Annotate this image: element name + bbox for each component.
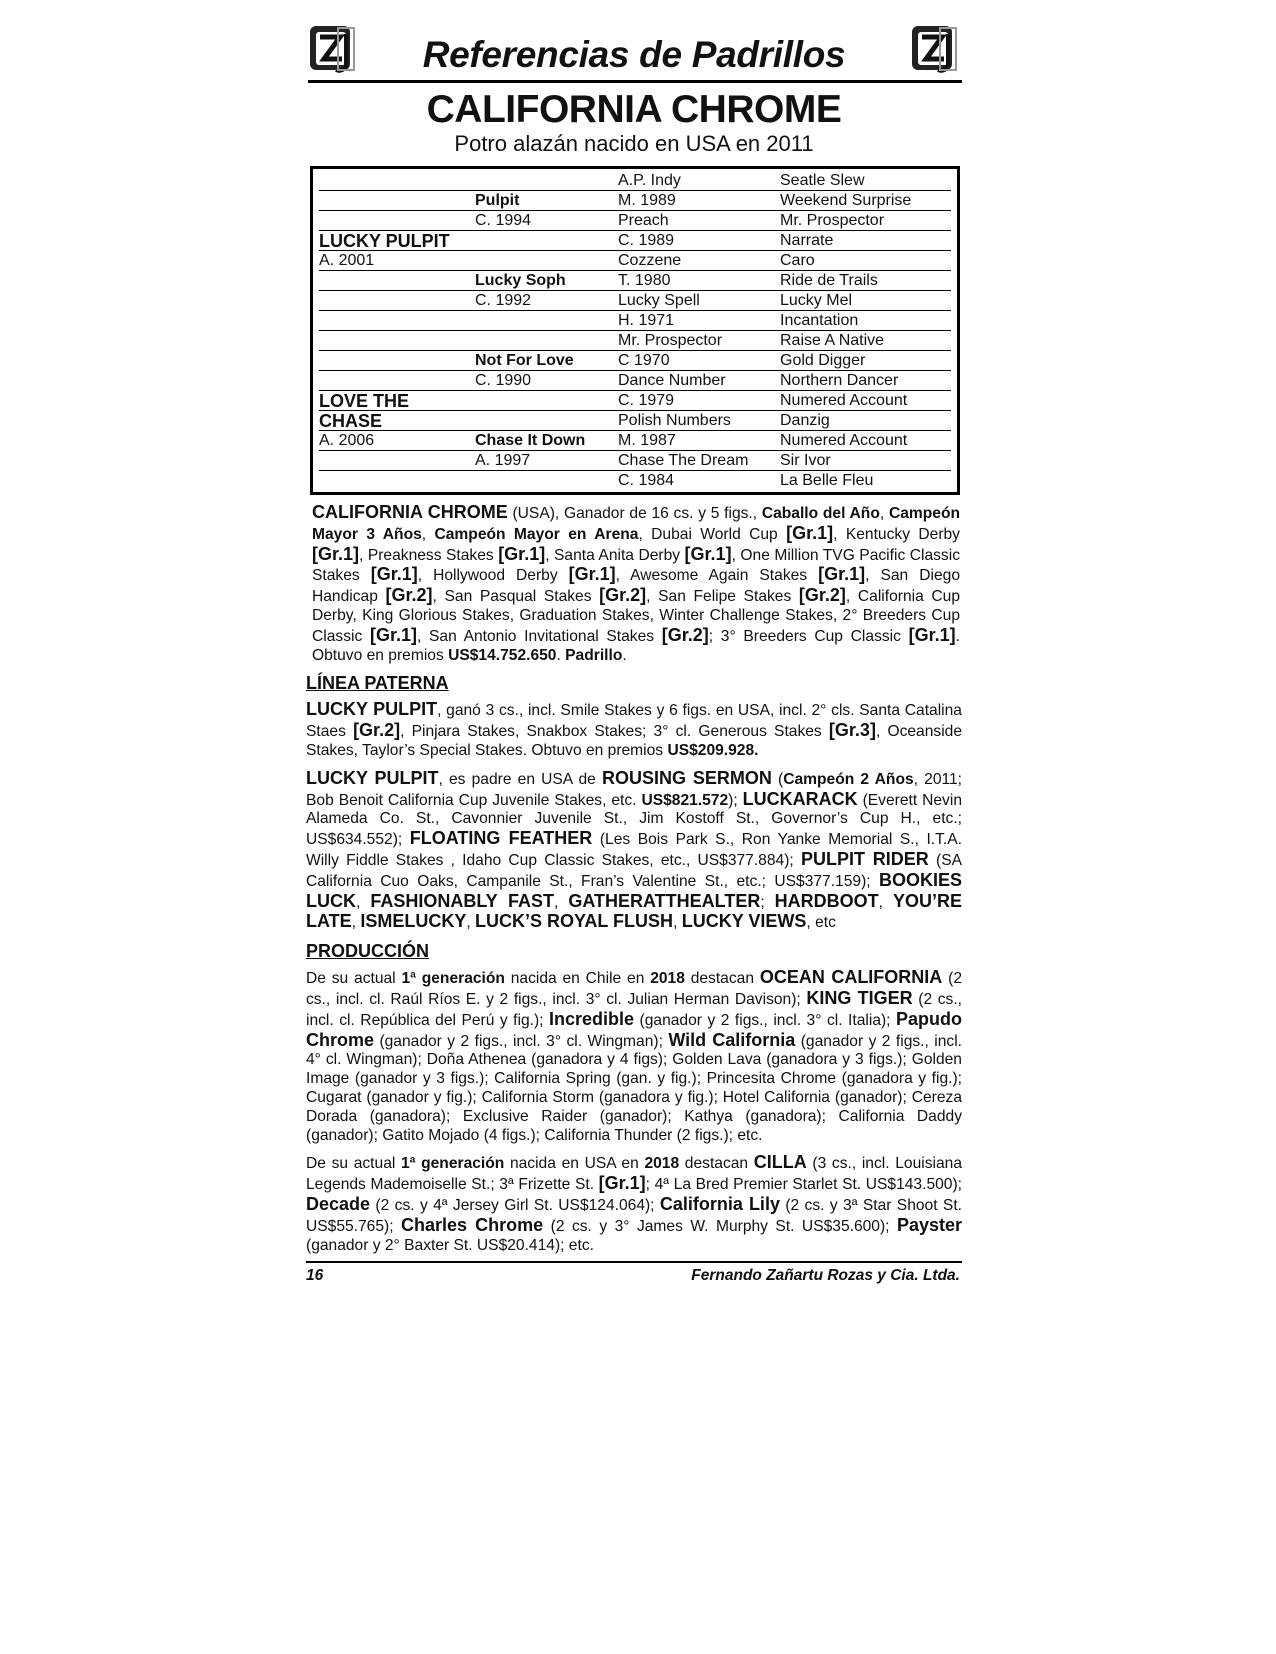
text-run: , Kentucky Derby	[833, 525, 960, 543]
text-run: );	[728, 791, 743, 809]
text-run: (2 cs. y 3° James W. Murphy St. US$35.600);	[543, 1217, 897, 1235]
text-run: ,	[673, 914, 682, 932]
emphasis-text: FASHIONABLY FAST	[370, 890, 555, 911]
text-run: nacida en Chile en	[504, 970, 651, 988]
grade-tag: [Gr.1]	[370, 564, 418, 585]
text-run: ,	[879, 505, 889, 522]
emphasis-text: Wild California	[668, 1029, 796, 1050]
pedigree-cell	[319, 211, 475, 231]
emphasis-text: 1ª generación	[401, 970, 505, 988]
grade-tag: [Gr.1]	[786, 522, 834, 543]
text-run: ; 4ª La Bred Premier Starlet St. US$143.500);	[645, 1176, 962, 1194]
pedigree-cell: C. 1992	[475, 291, 618, 311]
emphasis-text: Incredible	[549, 1008, 635, 1029]
grade-tag: [Gr.1]	[598, 1173, 646, 1194]
pedigree-row	[319, 451, 951, 471]
pedigree-cell: A. 1997	[475, 451, 618, 471]
pedigree-cell: Raise A Native	[780, 331, 951, 351]
text-run: (2 cs. y 3ª Star Shoot St. US$55.765);	[306, 1196, 962, 1235]
page-header	[306, 22, 962, 84]
text-run: , Santa Anita Derby	[545, 546, 685, 564]
emphasis-text: LUCKARACK	[742, 788, 858, 809]
emphasis-text: US$821.572	[641, 791, 729, 809]
grade-tag: [Gr.1]	[498, 543, 546, 564]
pedigree-cell: La Belle Fleu	[780, 472, 874, 490]
text-run: , ganó 3 cs., incl. Smile Stakes y 6 figs. en USA, incl. 2° cls. Santa Catalina Staes	[306, 702, 962, 741]
pedigree-cell: Narrate	[780, 231, 951, 251]
emphasis-text: YOU’RE LATE	[306, 890, 962, 932]
emphasis-text: OCEAN CALIFORNIA	[759, 967, 943, 988]
pedigree-cell: LOVE THE	[319, 391, 475, 411]
pedigree-cell: Lucky Soph	[475, 271, 618, 291]
text-run: (ganador y 2 figs., incl. 3° cl. Italia);	[634, 1011, 897, 1029]
pedigree-cell	[319, 451, 475, 471]
text-run: (Les Bois Park S., Ron Yanke Memorial S., I.T.A. Willy Fiddle Stakes , Idaho Cup Classic Stakes, etc., US$377.884);	[306, 831, 962, 869]
text-run: De su actual	[306, 1155, 401, 1173]
text-run: .	[622, 646, 627, 664]
pedigree-row	[319, 291, 951, 311]
pedigree-row	[319, 431, 951, 451]
text-run: destacan	[679, 1155, 754, 1173]
pedigree-cell: C. 1979	[618, 391, 780, 411]
text-run: .	[556, 646, 566, 664]
text-run: (ganador y 2 figs., incl. 4° cl. Wingman); Doña Athenea (ganadora y 4 figs); Golden Lava (ganadora y 3 figs.); Golden Image (ganador y 3 figs.); California Spring (gan. y fig.); Princesita Chrome (ganadora y fig.); Cugarat (ganador y fig.); California Storm (ganadora y fig.); Hotel California (ganador); Cereza Dorada (ganadora); Exclusive Raider (ganador); Kathya (ganadora); California Daddy (ganador); Gatito Mojado (4 figs.); California Thunder (2 figs.); etc.	[306, 1032, 963, 1144]
emphasis-text: Charles Chrome	[401, 1214, 544, 1235]
pedigree-row	[319, 211, 951, 231]
pedigree-cell: Mr. Prospector	[618, 331, 780, 351]
grade-tag: [Gr.1]	[818, 564, 866, 585]
pedigree-row	[319, 231, 951, 251]
grade-tag: [Gr.2]	[599, 585, 647, 606]
pedigree-cell: Dance Number	[618, 371, 780, 391]
emphasis-text: FLOATING FEATHER	[409, 828, 593, 849]
pedigree-row	[319, 471, 951, 491]
text-run: , San Felipe Stakes	[646, 588, 799, 606]
pedigree-cell	[319, 331, 475, 351]
pedigree-row	[319, 371, 951, 391]
paterna-paragraph-1	[306, 700, 962, 760]
text-run: ; 3° Breeders Cup Classic	[708, 627, 909, 645]
grade-tag: [Gr.1]	[369, 624, 417, 645]
emphasis-text: Campeón Mayor 3 Años	[312, 505, 961, 543]
page-footer	[306, 1267, 962, 1289]
fzr-logo-icon	[910, 24, 958, 74]
text-run: nacida en USA en	[504, 1155, 645, 1173]
pedigree-row	[319, 411, 951, 431]
pedigree-cell: Lucky Mel	[780, 291, 951, 311]
grade-tag: [Gr.1]	[684, 543, 732, 564]
pedigree-cell: M. 1989	[618, 191, 780, 211]
horse-subtitle: Potro alazán nacido en USA en 2011	[454, 131, 814, 156]
pedigree-cell: Incantation	[780, 311, 951, 331]
grade-tag: [Gr.2]	[798, 585, 846, 606]
pedigree-cell: Numered Account	[780, 431, 951, 451]
pedigree-cell: Lucky Spell	[618, 291, 780, 311]
pedigree-cell	[319, 191, 475, 211]
grade-tag: [Gr.1]	[908, 624, 956, 645]
pedigree-cell: Polish Numbers	[618, 411, 780, 431]
section-heading-linea-paterna: LÍNEA PATERNA	[306, 673, 449, 694]
text-run: De su actual	[306, 970, 402, 988]
grade-tag: [Gr.1]	[312, 543, 360, 564]
text-run: (ganador y 2° Baxter St. US$20.414); etc.	[306, 1236, 594, 1254]
pedigree-cell: Gold Digger	[780, 351, 951, 371]
pedigree-cell: Ride de Trails	[780, 271, 951, 291]
pedigree-cell: Pulpit	[475, 191, 618, 211]
text-run: (2 cs., incl. cl. Raúl Ríos E. y 2 figs., incl. 3° cl. Julian Herman Davison);	[306, 970, 962, 1008]
text-run: , One Million TVG Pacific Classic Stakes	[312, 546, 960, 585]
pedigree-cell: Sir Ivor	[780, 451, 951, 471]
pedigree-cell	[475, 471, 618, 491]
grade-tag: [Gr.1]	[568, 564, 616, 585]
pedigree-cell: C 1970	[618, 351, 780, 371]
pedigree-cell	[319, 351, 475, 371]
emphasis-text: CALIFORNIA CHROME	[312, 502, 508, 522]
emphasis-text: US$14.752.650	[448, 646, 557, 664]
emphasis-text: LUCK’S ROYAL FLUSH	[475, 911, 674, 932]
page-number: 16	[306, 1267, 324, 1285]
pedigree-cell: H. 1971	[618, 311, 780, 331]
pedigree-cell: Chase It Down	[475, 431, 618, 451]
section-heading-produccion: PRODUCCIÓN	[306, 941, 430, 962]
emphasis-text: GATHERATTHEALTER	[568, 890, 761, 911]
document-page	[306, 22, 962, 1289]
pedigree-cell: Cozzene	[618, 251, 780, 271]
emphasis-text: Campeón 2 Años	[783, 770, 914, 788]
text-run: , California Cup Derby, King Glorious Stakes, Graduation Stakes, Winter Challenge Stakes, 2° Breeders Cup Classic	[312, 588, 960, 645]
emphasis-text: Campeón Mayor en Arena	[434, 525, 639, 543]
pedigree-cell: Chase The Dream	[618, 451, 780, 471]
emphasis-text: California Lily	[659, 1193, 780, 1214]
text-run: ,	[356, 893, 371, 911]
text-run: , etc	[806, 914, 836, 932]
text-run: , Preakness Stakes	[359, 546, 499, 564]
text-run: , 2011; Bob Benoit California Cup Juvenile Stakes, etc.	[306, 770, 963, 809]
pedigree-cell: Danzig	[780, 411, 951, 431]
text-run: , San Diego Handicap	[312, 567, 960, 606]
text-run: (ganador y 2 figs., incl. 3° cl. Wingman);	[374, 1032, 669, 1050]
emphasis-text: LUCKY VIEWS	[681, 911, 807, 932]
pedigree-row	[319, 251, 951, 271]
pedigree-cell: A. 2001	[319, 251, 475, 271]
pedigree-cell: C. 1990	[475, 371, 618, 391]
emphasis-text: ISMELUCKY	[360, 911, 467, 932]
emphasis-text: 2018	[644, 1155, 680, 1173]
emphasis-text: Payster	[896, 1214, 963, 1235]
pedigree-cell	[319, 171, 475, 191]
pedigree-cell	[475, 391, 618, 411]
footer-company: Fernando Zañartu Rozas y Cia. Ltda.	[691, 1267, 960, 1285]
pedigree-cell	[475, 331, 618, 351]
grade-tag: [Gr.2]	[661, 624, 709, 645]
pedigree-cell: M. 1987	[618, 431, 780, 451]
emphasis-text: Papudo Chrome	[306, 1008, 963, 1050]
pedigree-table	[319, 171, 951, 490]
paterna-paragraph-2	[306, 769, 962, 933]
pedigree-cell: Caro	[780, 251, 951, 271]
emphasis-text: CILLA	[753, 1152, 807, 1173]
pedigree-cell	[475, 231, 618, 251]
emphasis-text: Decade	[306, 1193, 371, 1214]
pedigree-cell: LUCKY PULPIT	[319, 231, 475, 251]
text-run: , Hollywood Derby	[417, 567, 569, 585]
text-run: , San Antonio Invitational Stakes	[416, 627, 662, 645]
pedigree-cell: C. 1989	[618, 231, 780, 251]
pedigree-cell: T. 1980	[618, 271, 780, 291]
text-run: (2 cs., incl. cl. República del Perú y fig.);	[306, 990, 962, 1029]
emphasis-text: ROUSING SERMON	[602, 767, 772, 788]
pedigree-row	[319, 171, 951, 191]
text-run: ,	[554, 893, 569, 911]
text-run: ;	[760, 893, 775, 911]
pedigree-cell	[475, 411, 618, 431]
pedigree-cell: Mr. Prospector	[780, 211, 951, 231]
text-run: . Obtuvo en premios	[312, 627, 960, 664]
pedigree-row	[319, 191, 951, 211]
pedigree-row	[319, 311, 951, 331]
pedigree-cell: Seatle Slew	[780, 171, 951, 191]
pedigree-cell: Not For Love	[475, 351, 618, 371]
pedigree-cell	[475, 171, 618, 191]
text-run: , Awesome Again Stakes	[615, 567, 819, 585]
pedigree-cell	[319, 311, 475, 331]
emphasis-text: LUCKY PULPIT	[306, 767, 439, 788]
pedigree-cell	[319, 471, 475, 491]
summary-paragraph	[312, 503, 960, 665]
emphasis-text: 1ª generación	[401, 1155, 505, 1173]
footer-rule	[306, 1261, 962, 1263]
pedigree-row	[319, 391, 951, 411]
text-run: ,	[421, 525, 435, 543]
pedigree-cell: Northern Dancer	[780, 371, 951, 391]
text-run: , Pinjara Stakes, Snakbox Stakes; 3° cl. Generous Stakes	[400, 723, 829, 741]
pedigree-cell: Weekend Surprise	[780, 191, 951, 211]
text-run: , Oceanside Stakes, Taylor’s Special Stakes. Obtuvo en premios	[306, 723, 962, 759]
page-header-title: Referencias de Padrillos	[422, 34, 846, 75]
text-run: (Everett Nevin Alameda Co. St., Cavonnier Juvenile St., Jim Kostoff St., Governor’s Cup H., etc.; US$634.552);	[306, 791, 962, 849]
text-run: , San Pasqual Stakes	[432, 588, 600, 606]
pedigree-box	[310, 166, 960, 495]
emphasis-text: BOOKIES LUCK	[306, 869, 962, 911]
text-run: (USA), Ganador de 16 cs. y 5 figs.,	[507, 505, 762, 522]
emphasis-text: KING TIGER	[806, 987, 913, 1008]
pedigree-cell: C. 1994	[475, 211, 618, 231]
text-run: destacan	[684, 970, 760, 988]
text-run: (SA California Cuo Oaks, Campanile St., Fran’s Valentine St., etc.; US$377.159);	[306, 851, 963, 890]
text-run: , Dubai World Cup	[638, 525, 787, 543]
emphasis-text: LUCKY PULPIT	[306, 699, 438, 720]
pedigree-cell: CHASE	[319, 411, 475, 431]
pedigree-cell: Preach	[618, 211, 780, 231]
pedigree-row	[319, 351, 951, 371]
emphasis-text: Caballo del Año	[761, 505, 880, 522]
emphasis-text: PULPIT RIDER	[800, 848, 929, 869]
text-run: , es padre en USA de	[438, 770, 603, 788]
pedigree-cell	[319, 371, 475, 391]
text-run: ,	[466, 914, 476, 932]
text-run: (3 cs., incl. Louisiana Legends Mademoiselle St.; 3ª Frizette St.	[306, 1155, 962, 1194]
pedigree-cell: A.P. Indy	[618, 171, 780, 191]
text-run: (	[771, 770, 784, 788]
emphasis-text: US$209.928.	[667, 741, 759, 759]
pedigree-cell	[475, 251, 618, 271]
emphasis-text: Padrillo	[565, 646, 623, 664]
text-run: ,	[878, 893, 893, 911]
text-run: ,	[351, 914, 361, 932]
produccion-paragraph-2	[306, 1153, 962, 1255]
emphasis-text: HARDBOOT	[774, 890, 879, 911]
pedigree-cell: A. 2006	[319, 431, 475, 451]
horse-name: CALIFORNIA CHROME	[426, 88, 842, 131]
grade-tag: [Gr.2]	[353, 720, 401, 741]
pedigree-cell: C. 1984	[618, 472, 675, 490]
grade-tag: [Gr.2]	[385, 585, 433, 606]
pedigree-cell	[319, 271, 475, 291]
pedigree-row	[319, 271, 951, 291]
produccion-paragraph-1	[306, 968, 962, 1145]
text-run: (2 cs. y 4ª Jersey Girl St. US$124.064);	[370, 1196, 660, 1214]
pedigree-cell: Numered Account	[780, 391, 951, 411]
header-rule	[308, 80, 962, 83]
grade-tag: [Gr.3]	[828, 720, 876, 741]
pedigree-cell	[319, 291, 475, 311]
pedigree-cell	[475, 311, 618, 331]
pedigree-row	[319, 331, 951, 351]
emphasis-text: 2018	[650, 970, 685, 988]
